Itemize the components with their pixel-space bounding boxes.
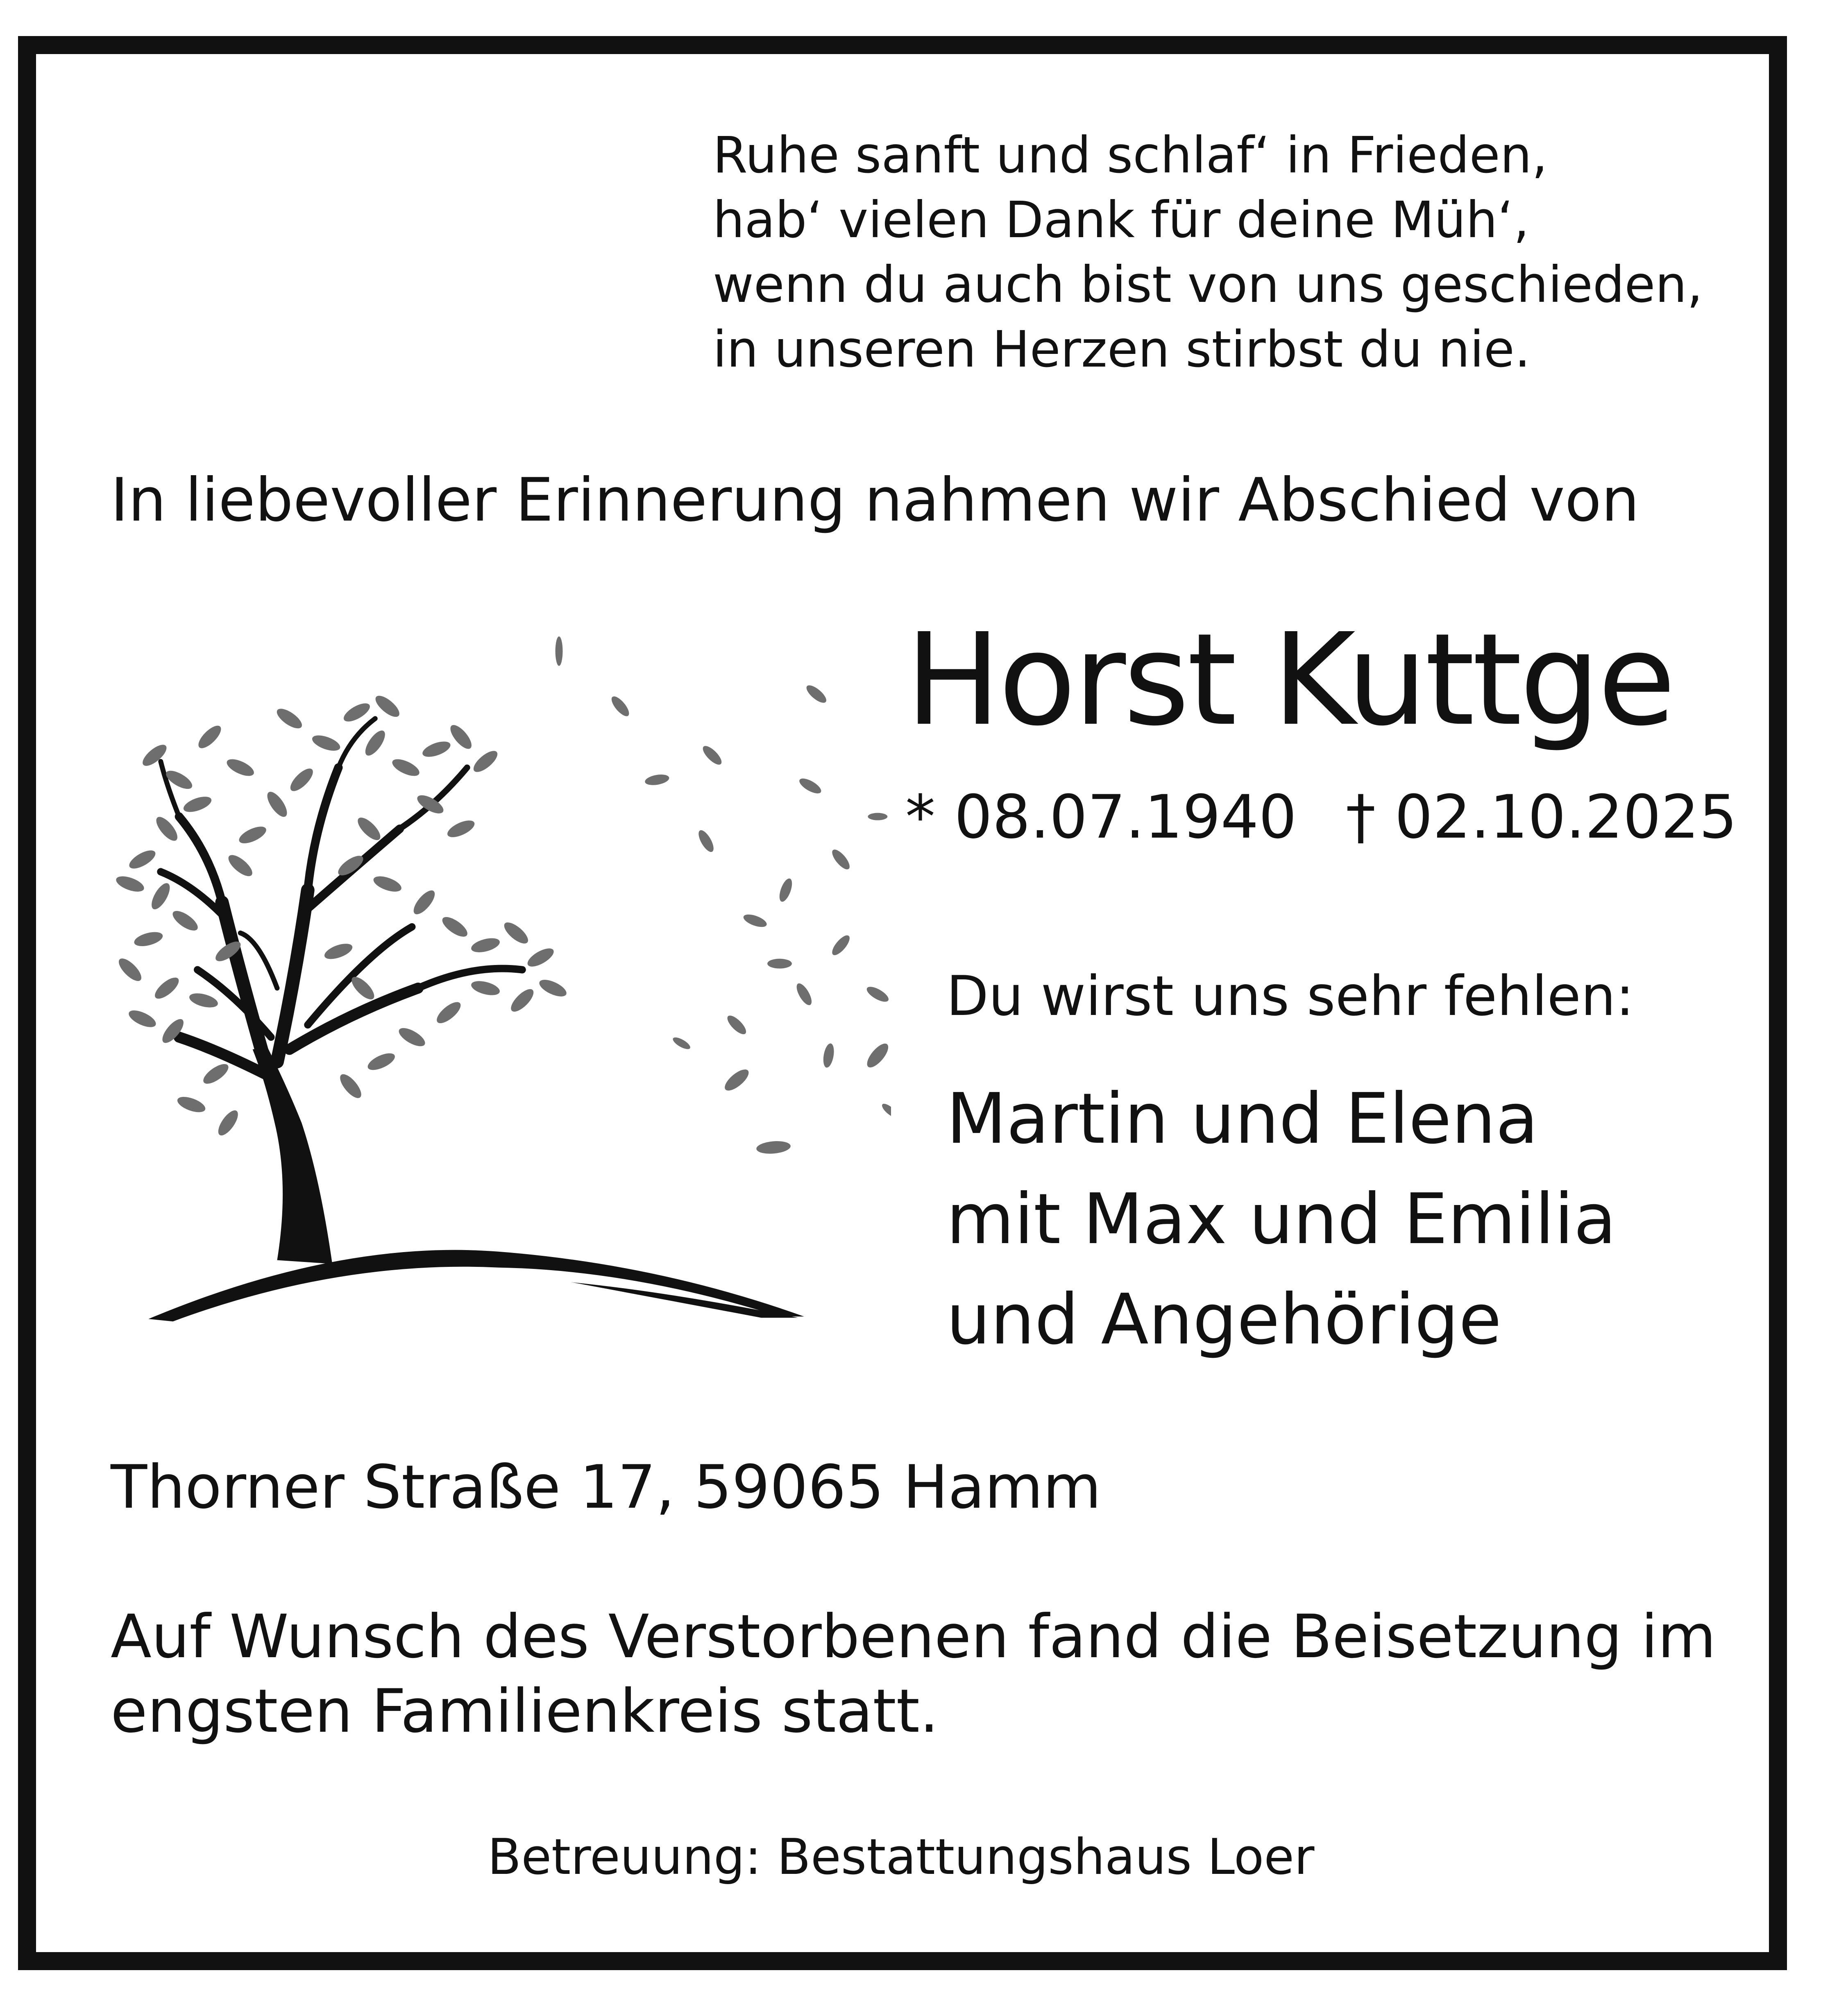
burial-line: Auf Wunsch des Verstorbenen fand die Beisetzung im	[111, 1602, 1716, 1672]
address: Thorner Straße 17, 59065 Hamm	[111, 1452, 1102, 1522]
intro-text: In liebevoller Erinnerung nahmen wir Abschied von	[111, 465, 1639, 535]
deceased-name: Horst Kuttge	[905, 606, 1673, 754]
funeral-home: Betreuung: Bestattungshaus Loer	[488, 1829, 1315, 1886]
poem-line: Ruhe sanft und schlaf‘ in Frieden,	[713, 126, 1548, 184]
mourners-line: mit Max und Emilia	[946, 1179, 1617, 1260]
burial-note	[111, 1599, 1716, 1749]
poem-line: in unseren Herzen stirbst du nie.	[713, 320, 1531, 378]
poem-line: hab‘ vielen Dank für deine Müh‘,	[713, 191, 1529, 249]
mourners-line: und Angehörige	[946, 1279, 1502, 1360]
mourners-line: Martin und Elena	[946, 1078, 1538, 1160]
farewell-line: Du wirst uns sehr fehlen:	[946, 964, 1634, 1028]
birth-date: * 08.07.1940	[905, 782, 1297, 852]
falling-leaves-icon	[556, 637, 891, 1155]
death-date: † 02.10.2025	[1346, 782, 1737, 852]
trunk-icon	[253, 1047, 332, 1264]
hill-icon	[148, 1250, 804, 1322]
tree-on-hill-icon	[92, 621, 891, 1350]
poem-line: wenn du auch bist von uns geschieden,	[713, 256, 1703, 314]
mourners	[946, 1069, 1616, 1370]
burial-line: engsten Familienkreis statt.	[111, 1676, 939, 1746]
poem	[713, 123, 1703, 382]
